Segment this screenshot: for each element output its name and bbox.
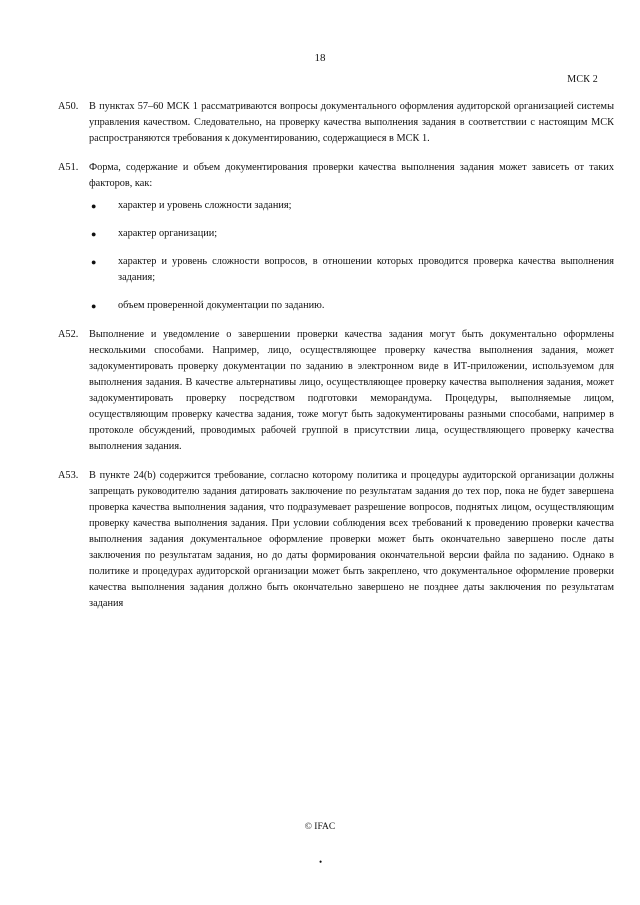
paragraph-number: А53. bbox=[58, 470, 79, 481]
bullet-icon: ● bbox=[91, 301, 97, 311]
bullet-icon: ● bbox=[91, 257, 97, 267]
list-item bbox=[89, 226, 614, 242]
footer-mark: • bbox=[319, 857, 323, 867]
list-item bbox=[89, 298, 614, 314]
paragraph-text-container bbox=[89, 160, 614, 314]
paragraph-text-container bbox=[89, 99, 614, 147]
paragraph-text: В пунктах 57–60 МСК 1 рассматриваются вопросы документального оформления аудиторской организацией системы управления качеством. Следовательно, на проверку качества выполнения задания в соответствии с настоящим МСК распространяются требования к документированию, содержащиеся в МСК 1. bbox=[89, 101, 614, 144]
paragraph-text: Форма, содержание и объем документирования проверки качества выполнения задания может зависеть от таких факторов, как: bbox=[89, 162, 614, 189]
bullet-list bbox=[89, 198, 614, 314]
paragraph-a50 bbox=[58, 99, 614, 147]
paragraph-text: В пункте 24(b) содержится требование, согласно которому политика и процедуры аудиторской организации должны запрещать руководителю задания датировать заключение по результатам задания до тех пор, пока не будет завершена проверка качества выполнения задания, что подразумевает разрешение вопросов, поднятых лицом, осуществляющим проверку качества выполнения задания. При условии соблюдения всех требований к проведению проверки качества выполнения задания документальное оформление проверки может быть окончательно завершено после даты заключения по результатам задания, но до даты формирования окончательной версии файла по заданию. Однако в политике и процедурах аудиторской организации может быть закреплено, что документальное оформление проверки качества выполнения задания должно быть окончательно завершено не позднее даты заключения по результатам задания bbox=[89, 470, 614, 609]
paragraph-a53 bbox=[58, 468, 614, 612]
document-code: МСК 2 bbox=[567, 74, 598, 85]
paragraph-text: Выполнение и уведомление о завершении проверки качества задания могут быть документально оформлены несколькими способами. Например, лицо, осуществляющее проверку качества выполнения задания, может задокументировать проверку документации по заданию в электронном виде в ИТ-приложении, используемом для выполнения задания. В качестве альтернативы лицо, осуществляющее проверку качества выполнения задания, может задокументировать проверку посредством подготовки меморандума. Процедуры, выполняемые лицом, осуществляющим проверку качества задания, тоже могут быть задокументированы разными способами, например в протоколе обсуждений, проводимых рабочей группой в присутствии лица, осуществляющего проверку качества выполнения задания. bbox=[89, 329, 614, 452]
paragraph-number: А50. bbox=[58, 101, 79, 112]
list-item bbox=[89, 254, 614, 286]
document-body bbox=[58, 99, 614, 625]
copyright-footer: © IFAC bbox=[304, 822, 336, 832]
list-item-text: характер и уровень сложности задания; bbox=[118, 200, 292, 211]
list-item-text: характер и уровень сложности вопросов, в отношении которых проводится проверка качества выполнения задания; bbox=[118, 256, 614, 283]
list-item-text: объем проверенной документации по заданию. bbox=[118, 300, 325, 311]
paragraph-number: А51. bbox=[58, 162, 79, 173]
paragraph-a51 bbox=[58, 160, 614, 314]
paragraph-number: А52. bbox=[58, 329, 79, 340]
bullet-icon: ● bbox=[91, 229, 97, 239]
paragraph-text-container bbox=[89, 468, 614, 612]
paragraph-a52 bbox=[58, 327, 614, 455]
list-item bbox=[89, 198, 614, 214]
page-number: 18 bbox=[314, 52, 326, 64]
list-item-text: характер организации; bbox=[118, 228, 218, 239]
bullet-icon: ● bbox=[91, 201, 97, 211]
paragraph-text-container bbox=[89, 327, 614, 455]
